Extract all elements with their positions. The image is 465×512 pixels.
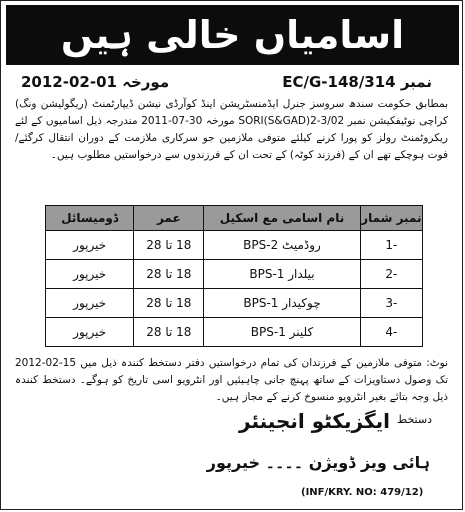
cell-age: 18 تا 28 (134, 231, 204, 260)
table-row (46, 260, 423, 289)
cell-post: کلینر BPS-1 (204, 318, 360, 347)
cell-age: 18 تا 28 (134, 318, 204, 347)
signatory-department: ہائی ویز ڈویژن ۔۔۔۔ خیرپور (206, 453, 430, 472)
reference-number: نمبر EC/G-148/314 (282, 73, 432, 91)
table-row (46, 231, 423, 260)
signature-label: دستخط (397, 413, 432, 426)
note-paragraph: نوٹ: متوفی ملازمین کے فرزندان کی تمام درخواستیں دفتر دستخط کنندہ ذیل میں 15-02-2012 تک وصول دستاویزات کے ساتھ پہنچ جانی چاہیئیں اور انٹرویو اسی تاریخ کو ہوگے۔ دستخط کنندہ ذیل وجہ بتائے بغیر انٹرویو منسوخ کرنے کے مجاز ہیں۔ (15, 357, 448, 403)
table-row (46, 318, 423, 347)
intro-paragraph: بمطابق حکومت سندھ سروسز جنرل ایڈمنسٹریشن اینڈ کوآرڈی نیشن ڈیپارٹمنٹ (ریگولیشن ونگ) کراچی نوٹیفکیشن نمبر SORI(S&GAD)2-3/02 مورخہ 30-07-2011 مندرجہ ذیل اسامیوں کے لئے ریکروٹمنٹ رولز کو پورا کرنے کیلئے متوفی ملازمین جو سرکاری ملازمت کے دوران انتقال کرگئے/فوت ہوچکے تھے ان کے (فرزند کوٹہ) کے تحت ان کے فرزندوں سے درخواستیں مطلوب ہیں۔ (15, 98, 448, 161)
header-post: نام اسامی مع اسکیل (204, 206, 360, 231)
table-header-row (46, 206, 423, 231)
page-title: اسامیاں خالی ہیں (60, 13, 405, 57)
cell-domicile: خیرپور (46, 289, 134, 318)
cell-sr: -1 (360, 231, 422, 260)
header-age: عمر (134, 206, 204, 231)
signatory-title: ایگزیکٹو انجینئر (239, 409, 390, 433)
reference-line (1, 73, 465, 95)
cell-sr: -4 (360, 318, 422, 347)
header-sr: نمبر شمار (360, 206, 422, 231)
cell-age: 18 تا 28 (134, 260, 204, 289)
cell-domicile: خیرپور (46, 231, 134, 260)
cell-age: 18 تا 28 (134, 289, 204, 318)
table-row (46, 289, 423, 318)
cell-domicile: خیرپور (46, 318, 134, 347)
cell-post: بیلدار BPS-1 (204, 260, 360, 289)
cell-domicile: خیرپور (46, 260, 134, 289)
reference-date: مورخہ 01-02-2012 (21, 73, 170, 91)
cell-post: چوکیدار BPS-1 (204, 289, 360, 318)
cell-post: روڈمیٹ BPS-2 (204, 231, 360, 260)
vacancy-table (45, 205, 423, 347)
cell-sr: -3 (360, 289, 422, 318)
header-banner (6, 5, 459, 65)
inf-number: (INF/KRY. NO: 479/12) (301, 487, 424, 498)
header-domicile: ڈومیسائل (46, 206, 134, 231)
cell-sr: -2 (360, 260, 422, 289)
